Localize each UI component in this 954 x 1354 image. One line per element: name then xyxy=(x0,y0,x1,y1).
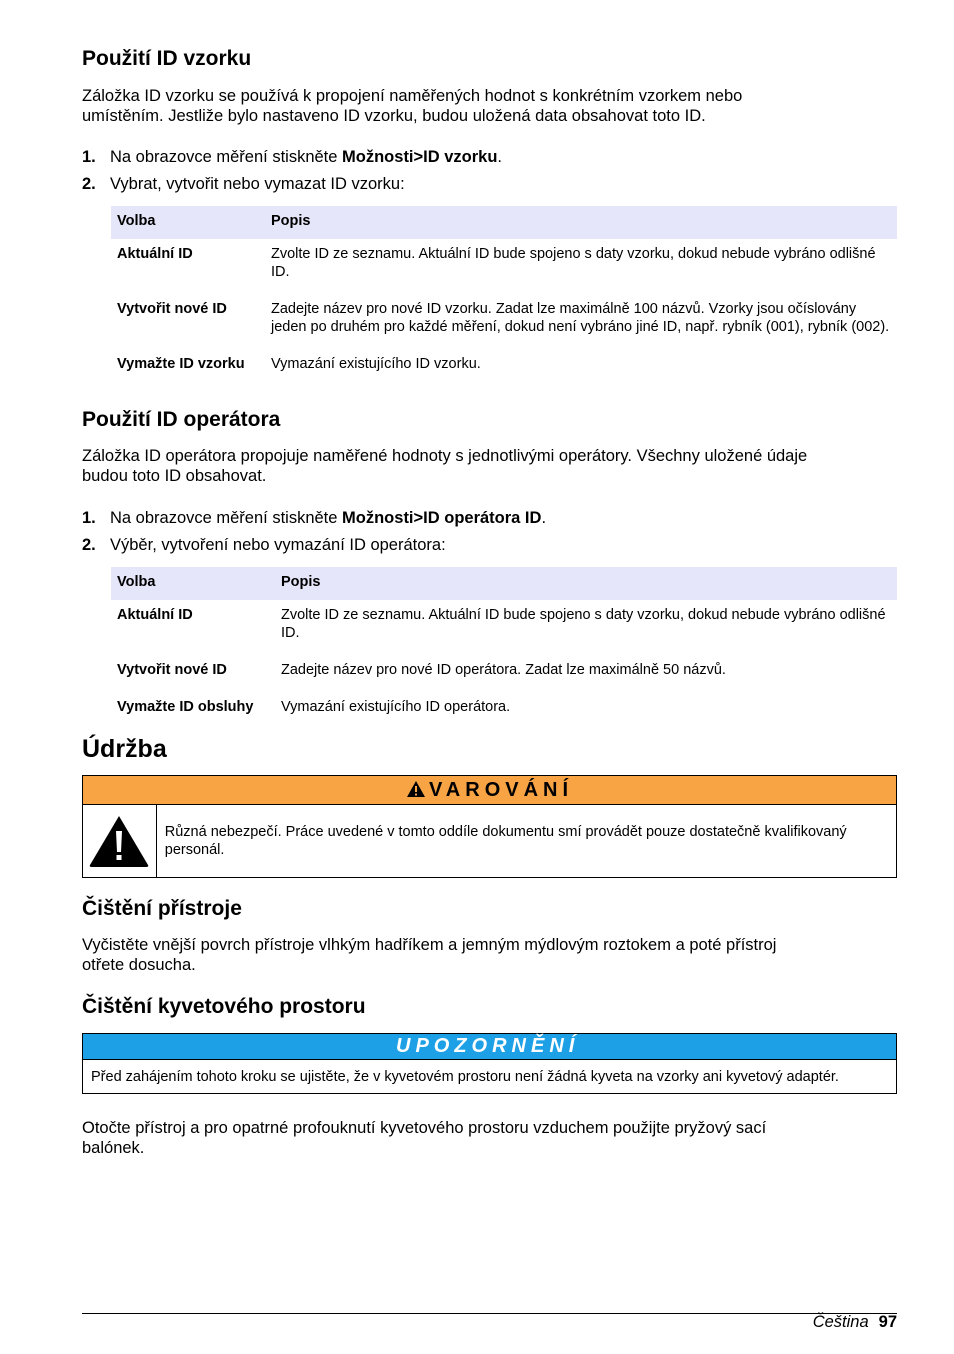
warning-body xyxy=(83,805,896,877)
caution-label: UPOZORNĚNÍ xyxy=(83,1034,896,1060)
table-row: Aktuální ID Zvolte ID ze seznamu. Aktuální ID bude spojeno s daty vzorku, dokud nebude vybráno odlišné ID. xyxy=(117,607,886,641)
sample-id-step-2: 2. Vybrat, vytvořit nebo vymazat ID vzorku: xyxy=(82,175,405,193)
page-number: 97 xyxy=(878,1313,897,1331)
caution-box xyxy=(82,1033,897,1094)
hazard-icon-cell xyxy=(83,805,157,877)
table-row: Aktuální ID Zvolte ID ze seznamu. Aktuální ID bude spojeno s daty vzorku, dokud nebude vybráno odlišné ID. xyxy=(117,246,876,280)
warning-header xyxy=(83,776,896,805)
sample-id-intro-2: umístěním. Jestliže bylo nastaveno ID vzorku, budou uložená data obsahovat toto ID. xyxy=(82,107,706,125)
sample-id-step-1: 1. Na obrazovce měření stiskněte Možnosti>ID vzorku. xyxy=(82,148,503,166)
warning-text: Různá nebezpečí. Práce uvedené v tomto oddíle dokumentu smí provádět pouze dostatečně kvalifikovaný personál. xyxy=(164,824,847,858)
table-header-row: Volba Popis xyxy=(111,567,897,600)
operator-id-step-1: 1. Na obrazovce měření stiskněte Možnosti>ID operátora ID. xyxy=(82,509,547,527)
operator-id-step-2: 2. Výběr, vytvoření nebo vymazání ID operátora: xyxy=(82,536,446,554)
footer-language: Čeština xyxy=(812,1313,869,1331)
warning-box xyxy=(82,775,897,878)
cleaning-device-text-1: Vyčistěte vnější povrch přístroje vlhkým hadříkem a jemným mýdlovým roztokem a poté přístroj xyxy=(82,936,777,954)
table-row: Vytvořit nové ID Zadejte název pro nové ID operátora. Zadat lze maximálně 50 názvů. xyxy=(117,662,726,678)
section-heading-cleaning-device: Čištění přístroje xyxy=(82,897,242,920)
footer-divider xyxy=(82,1313,897,1314)
operator-id-intro-1: Záložka ID operátora propojuje naměřené hodnoty s jednotlivými operátory. Všechny uložené údaje xyxy=(82,447,808,465)
cleaning-device-text-2: otřete dosucha. xyxy=(82,956,196,974)
section-heading-operator-id: Použití ID operátora xyxy=(82,408,281,431)
chapter-heading-maintenance: Údržba xyxy=(82,735,167,763)
table-row: Vytvořit nové ID Zadejte název pro nové ID vzorku. Zadat lze maximálně 100 názvů. Vzorky jsou očíslovány jeden po druhém pro každé měření, dokud není vybráno jiné ID, např. rybník (001), rybník (002). xyxy=(117,301,890,335)
cleaning-cell-text-2: balónek. xyxy=(82,1139,145,1157)
warning-triangle-icon xyxy=(406,780,426,798)
operator-id-options-table xyxy=(111,567,897,722)
warning-label: VAROVÁNÍ xyxy=(428,779,574,801)
table-header-row: Volba Popis xyxy=(111,206,897,239)
hazard-triangle-icon xyxy=(88,814,150,868)
caution-text: Před zahájením tohoto kroku se ujistěte, že v kyvetovém prostoru není žádná kyveta na vzorky ani kyvetový adaptér. xyxy=(91,1069,839,1085)
operator-id-intro-2: budou toto ID obsahovat. xyxy=(82,467,267,485)
cleaning-cell-text-1: Otočte přístroj a pro opatrné profouknutí kyvetového prostoru vzduchem použijte pryžový sací xyxy=(82,1119,767,1137)
table-row: Vymažte ID vzorku Vymazání existujícího ID vzorku. xyxy=(117,356,481,372)
table-row: Vymažte ID obsluhy Vymazání existujícího ID operátora. xyxy=(117,699,511,715)
section-heading-cleaning-cell: Čištění kyvetového prostoru xyxy=(82,995,366,1018)
page-footer xyxy=(813,1312,897,1332)
section-heading-sample-id: Použití ID vzorku xyxy=(82,47,252,70)
sample-id-options-table xyxy=(111,206,897,379)
sample-id-intro-1: Záložka ID vzorku se používá k propojení naměřených hodnot s konkrétním vzorkem nebo xyxy=(82,87,743,105)
